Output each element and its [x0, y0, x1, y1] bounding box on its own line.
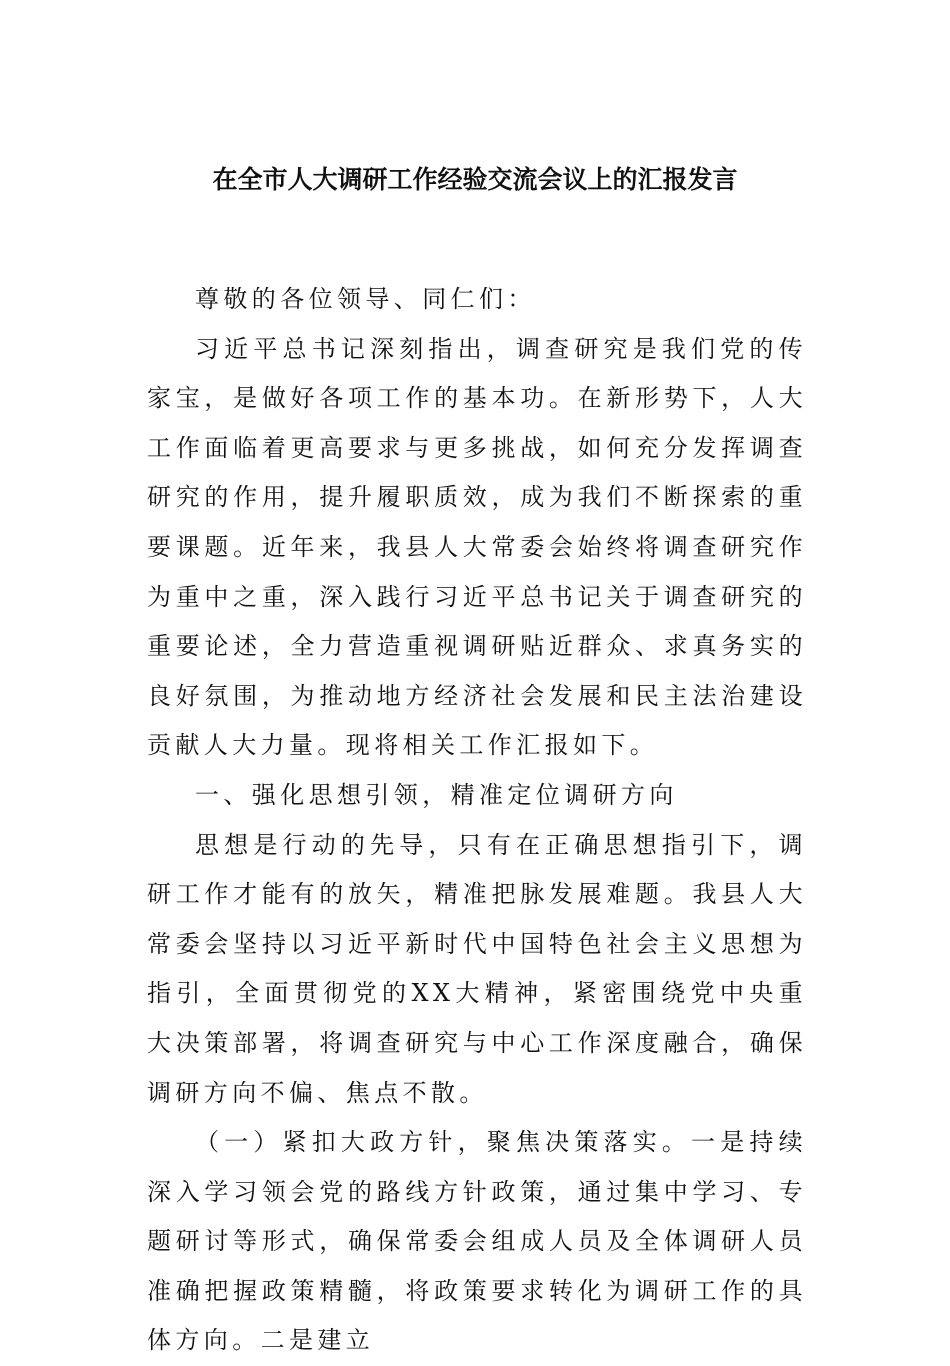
paragraph-subsection-1: （一）紧扣大政方针，聚焦决策落实。一是持续深入学习领会党的路线方针政策，通过集中学习、专题研讨等形式，确保常委会组成人员及全体调研人员准确把握政策精髓，将政策要求转化为调研工作的具体方向。二是建立: [147, 1128, 807, 1355]
paragraph-section-1: 思想是行动的先导，只有在正确思想指引下，调研工作才能有的放矢，精准把脉发展难题。我县人大常委会坚持以习近平新时代中国特色社会主义思想为指引，全面贯彻党的XX大精神，紧密围绕党中央重大决策部署，将调查研究与中心工作深度融合，确保调研方向不偏、焦点不散。: [147, 830, 807, 1107]
paragraph-intro: 习近平总书记深刻指出，调查研究是我们党的传家宝，是做好各项工作的基本功。在新形势下，人大工作面临着更高要求与更多挑战，如何充分发挥调查研究的作用，提升履职质效，成为我们不断探索的重要课题。近年来，我县人大常委会始终将调查研究作为重中之重，深入践行习近平总书记关于调查研究的重要论述，全力营造重视调研贴近群众、求真务实的良好氛围，为推动地方经济社会发展和民主法治建设贡献人大力量。现将相关工作汇报如下。: [147, 334, 807, 760]
document-body: [147, 275, 807, 1366]
section-heading-1: 一、强化思想引领，精准定位调研方向: [195, 780, 678, 809]
salutation: 尊敬的各位领导、同仁们：: [195, 285, 536, 313]
document-title: 在全市人大调研工作经验交流会议上的汇报发言: [212, 165, 738, 194]
